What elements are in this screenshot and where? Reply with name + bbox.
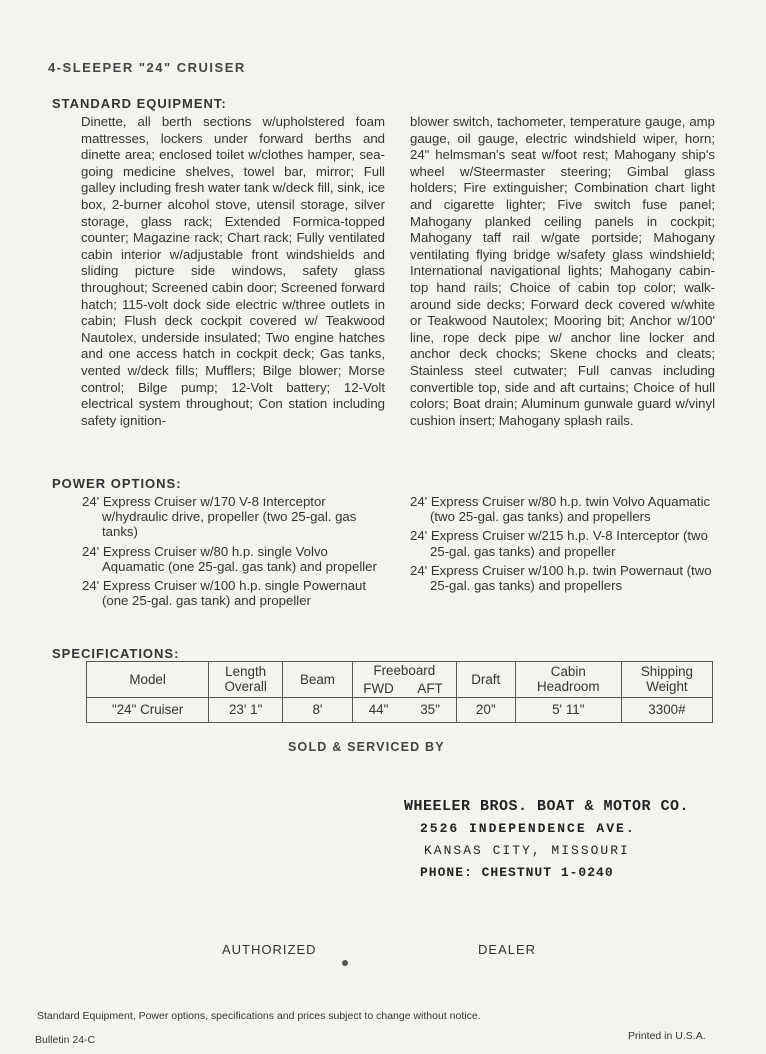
cell-length: 23' 1"	[209, 697, 283, 722]
footer-bulletin: Bulletin 24-C	[35, 1034, 96, 1046]
power-option-item: 24' Express Cruiser w/80 h.p. twin Volvo Aquamatic (two 25-gal. gas tanks) and propellers	[410, 494, 711, 525]
standard-equipment-right-column	[410, 114, 715, 429]
cell-model: "24" Cruiser	[87, 697, 209, 722]
header-beam: Beam	[283, 662, 353, 698]
standard-equipment-right-text: blower switch, tachometer, temperature gauge, amp gauge, oil gauge, electric windshield wiper, horn; 24" helmsman's seat w/foot rest; Mahogany ship's wheel w/Steermaster steering; Gimbal glass holders; Fire extinguisher; Combination chart light and cigarette lighter; Five switch fuse panel; Mahogany planked ceiling panels in cockpit; Mahogany taff rail w/gate portside; Mahogany ventilating flying bridge w/safety glass windshield; International navigational lights; Mahogany cabin-top hand rails; Choice of cabin top color; walk-around side decks; Forward deck covered w/white or Teakwood Nautolex; Mooring bit; Anchor w/100' line, rope deck pipe w/ anchor line locker and anchor deck chocks; Skene chocks and cleats; Stainless steel cutwater; Full canvas including convertible top, side and aft curtains; Choice of hull colors; Boat drain; Aluminum gunwale guard w/vinyl cushion insert; Mahogany splash rails.	[410, 114, 715, 428]
power-option-item: 24' Express Cruiser w/100 h.p. twin Powernaut (two 25-gal. gas tanks) and propellers	[410, 562, 712, 594]
dealer-name: WHEELER BROS. BOAT & MOTOR CO.	[404, 798, 690, 815]
cell-beam: 8'	[283, 697, 353, 722]
power-option-item: 24' Express Cruiser w/80 h.p. single Volvo Aquamatic (one 25-gal. gas tank) and propeller	[82, 543, 377, 574]
specifications-heading: SPECIFICATIONS:	[52, 646, 180, 661]
power-option-item: 24' Express Cruiser w/100 h.p. single Powernaut (one 25-gal. gas tank) and propeller	[82, 578, 366, 609]
cell-shipping: 3300#	[621, 697, 712, 722]
header-shipping-weight: Shipping Weight	[621, 662, 712, 698]
standard-equipment-left-column	[81, 114, 385, 429]
header-cabin-headroom: Cabin Headroom	[515, 662, 621, 698]
dealer-address: 2526 INDEPENDENCE AVE.	[420, 821, 636, 836]
cell-aft: 35"	[404, 697, 456, 722]
sold-serviced-by: SOLD & SERVICED BY	[288, 740, 445, 754]
specifications-table	[86, 661, 713, 723]
header-draft: Draft	[456, 662, 515, 698]
standard-equipment-heading: STANDARD EQUIPMENT:	[52, 96, 227, 111]
power-option-item: 24' Express Cruiser w/215 h.p. V-8 Interceptor (two 25-gal. gas tanks) and propeller	[410, 528, 708, 559]
footer-notice: Standard Equipment, Power options, specifications and prices subject to change without notice.	[37, 1010, 481, 1022]
power-option-item: 24' Express Cruiser w/170 V-8 Interceptor w/hydraulic drive, propeller (two 25-gal. gas tanks)	[82, 494, 357, 540]
header-model: Model	[87, 662, 209, 698]
header-aft: AFT	[404, 679, 456, 697]
power-options-right	[410, 494, 716, 593]
page-title: 4-SLEEPER "24" CRUISER	[48, 60, 246, 75]
power-options-heading: POWER OPTIONS:	[52, 476, 182, 491]
cell-fwd: 44"	[352, 697, 404, 722]
footer-printed: Printed in U.S.A.	[628, 1030, 706, 1042]
dealer-city: KANSAS CITY, MISSOURI	[424, 843, 630, 858]
header-fwd: FWD	[352, 679, 404, 697]
cell-cabin: 5' 11"	[515, 697, 621, 722]
standard-equipment-left-text: Dinette, all berth sections w/upholstered foam mattresses, lockers under forward berths and dinette area; enclosed toilet w/clothes hamper, sea-going medicine shelves, towel bar, mirror; Full galley including fresh water tank w/deck fill, sink, ice box, 2-burner alcohol stove, utensil storage, silver storage, glass rack; Extended Formica-topped counter; Magazine rack; Chart rack; Fully ventilated cabin interior w/adjustable front windshields and sliding picture side windows, safety glass throughout; Screened cabin door; Screened forward hatch; 115-volt dock side electric w/three outlets in cabin; Flush deck cockpit covered w/ Teakwood Nautolex, underside insulated; Two engine hatches and one access hatch in cockpit deck; Gas tanks, vented w/deck fills; Mufflers; Bilge blower; Morse control; Bilge pump; 12-Volt battery; 12-Volt electrical system throughout; Con station including safety ignition-	[81, 114, 385, 428]
cell-draft: 20"	[456, 697, 515, 722]
dealer-stamp	[404, 796, 689, 884]
dealer-phone: PHONE: CHESTNUT 1-0240	[420, 865, 614, 880]
power-options-left	[82, 494, 388, 608]
header-length-overall: Length Overall	[209, 662, 283, 698]
dealer-label: DEALER	[478, 942, 537, 957]
authorized-label: AUTHORIZED	[222, 942, 317, 957]
header-freeboard: Freeboard	[352, 662, 456, 680]
decorative-dot	[342, 960, 348, 966]
